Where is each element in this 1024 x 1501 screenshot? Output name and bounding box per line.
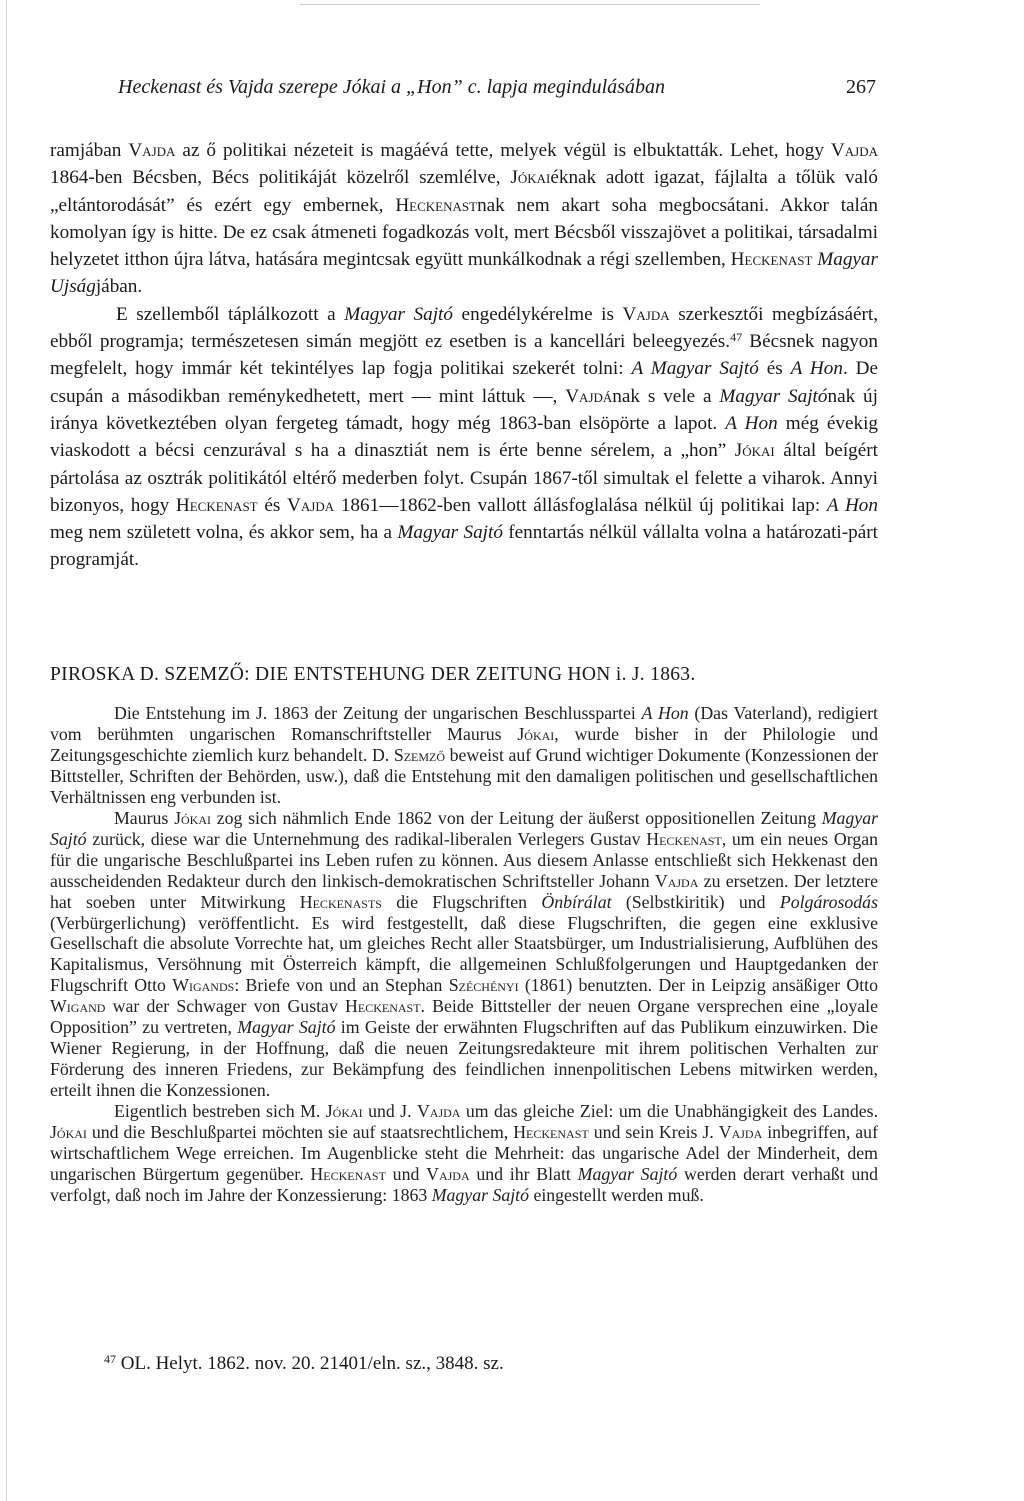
hungarian-paragraph-2: E szellemből táplálkozott a Magyar Sajtó engedélykérelme is Vajda szerkesztői megbízásáért, ebből programja; természetesen simán megjött ez esetben is a kancellári beleegyezés.$^{47}$ Bécsnek nagyon megfelelt, hogy immár két tekintélyes lap fogja politikai szekerét tolni: A Magyar Sajtó és A Hon. De csupán a másodikban reménykedhetett, mert — mint láttuk —, Vajdának s vele a Magyar Sajtónak új iránya következtében olyan fergeteg támadt, hogy még 1863-ban elsöpörte a lapot. A Hon még évekig viaskodott a bécsi cenzurával s ha a dinasztiát nem is érte benne sérelem, a „hon” Jókai által beígért pártolása az osztrák politikától eltérő mederben folyt. Csupán 1867-től simultak el felette a viharok. Annyi bizonyos, hogy Heckenast és Vajda 1861—1862-ben vallott állásfoglalása nélkül új politikai lap: A Hon meg nem született volna, és akkor sem, ha a Magyar Sajtó fenntartás nélkül vállalta volna a határozati-párt programját. — [50, 303, 879, 571]
name-wigand: Wigand — [50, 996, 106, 1017]
title-onbiralat: Önbírálat — [541, 891, 612, 912]
title-magyar-sajto: Magyar Sajtó — [577, 1163, 678, 1184]
title-polgarosodas: Polgárosodás — [779, 891, 878, 912]
title-magyar-sajto: Magyar Sajtó — [344, 303, 453, 325]
name-heckenast: Heckenast — [345, 996, 421, 1017]
title-hon: A Hon — [790, 358, 843, 380]
abstract-title: PIROSKA D. SZEMZŐ: DIE ENTSTEHUNG DER ZEITUNG HON i. J. 1863. — [50, 664, 696, 685]
name-wigand: Wigands — [172, 975, 235, 996]
name-vajda: Vajda — [622, 303, 670, 325]
title-magyar-ujsag: Magyar Ujság — [50, 249, 878, 298]
title-hon: A Hon — [725, 412, 778, 434]
name-vajda: Vajda — [128, 140, 176, 161]
name-szechenyi: Széchényi — [448, 975, 519, 996]
name-vajda: Vajda — [718, 1122, 763, 1143]
name-vajda: Vajda — [416, 1101, 461, 1122]
footnote-mark: 47 — [104, 1352, 116, 1366]
german-abstract — [50, 703, 878, 1206]
german-paragraph-2: Maurus Jókai zog sich nähmlich Ende 1862 von der Leitung der äußerst oppositionellen Zeitung Magyar Sajtó zurück, diese war die Unternehmung des radikal-liberalen Verlegers Gustav Heckenast, um ein neues Organ für die ungarische Beschlußpartei ins Leben rufen zu können. Aus diesem Anlasse entschließt sich Hekkenast den ausscheidenden Redakteur durch den linkisch-demokratischen Schriftsteller Johann Vajda zu ersetzen. Der letztere hat soeben unter Mitwirkung Heckenasts die Flugschriften Önbírálat (Selbstkiritik) und Polgárosodás (Verbürgerlichung) veröffentlicht. Es wird festgestellt, daß diese Flugschriften, die gegen eine exklusive Gesellschaft die absolute Vorrechte hat, um gleiches Recht aller Staatsbürger, um Industrialisierung, Aufblühen des Kapitalismus, Versöhnung mit Österreich kämpft, die allgemeinen Schlußfolgerungen und Hauptgedanken der Flugschrift Otto Wigands: Briefe von und an Stephan Széchényi (1861) benutzten. Der in Leipzig ansäßiger Otto Wigand war der Schwager von Gustav Heckenast. Beide Bittsteller der neuen Organe versprechen eine „loyale Opposition” zu vertreten, Magyar Sajtó im Geiste der erwähnten Flugschriften auf das Publikum einzuwirken. Die Wiener Regierung, in der Hoffnung, daß die neuen Zeitungsredakteure mit ihrem politischen Verhalten zur Förderung des inneren Friedens, zur Bekämpfung des feindlichen innenpolitischen Lebens mitwirken werden, erteilt ihnen die Konzessionen. — [50, 807, 879, 1101]
name-vajda: Vajda — [654, 870, 699, 891]
name-szemzo: Szemző — [393, 744, 446, 765]
name-jokai: Jókai — [50, 1122, 87, 1143]
name-jokai: Jókai — [734, 440, 775, 462]
name-heckenast: Heckenast — [310, 1163, 386, 1184]
page-number: 267 — [846, 76, 876, 98]
title-hon: A Hon — [641, 703, 689, 723]
title-hon: A Hon — [826, 494, 878, 516]
hungarian-text — [50, 137, 878, 574]
title-magyar-sajto: Magyar Sajtó — [50, 807, 878, 849]
name-jokai: Jókai — [325, 1101, 363, 1122]
name-heckenast: Heckenasts — [299, 891, 382, 912]
scan-top-rule — [300, 4, 760, 5]
title-magyar-sajto: Magyar Sajtó — [237, 1017, 336, 1038]
title-magyar-sajto: A Magyar Sajtó — [631, 358, 759, 380]
name-jokai: Jókai — [510, 167, 551, 189]
footnote-text: OL. Helyt. 1862. nov. 20. 21401/eln. sz., 3848. sz. — [116, 1353, 504, 1374]
footnote-47 — [104, 1352, 804, 1376]
name-jokai: Jókai — [174, 807, 211, 828]
running-header-title: Heckenast és Vajda szerepe Jókai a „Hon” c. lapja megindulásában — [118, 76, 665, 98]
name-vajda: Vajda — [287, 494, 335, 516]
name-jokai: Jókai — [517, 723, 555, 744]
title-magyar-sajto: Magyar Sajtó — [431, 1184, 529, 1205]
footnote-reference[interactable]: 47 — [730, 330, 743, 345]
name-heckenast: Heckenast — [730, 249, 813, 271]
name-heckenast: Heckenast — [646, 828, 722, 849]
german-paragraph-3: Eigentlich bestreben sich M. Jókai und J. Vajda um das gleiche Ziel: um die Unabhängigkeit des Landes. Jókai und die Beschlußpartei möchten sie auf staatsrechtlichem, Heckenast und sein Kreis J. Vajda inbegriffen, auf wirtschaftlichem Wege erreichen. Im Augenblicke steht die Mehrheit: das ungarische Adel der Minderheit, dem ungarischen Bürgertum gegenüber. Heckenast und Vajda und ihr Blatt Magyar Sajtó werden derart verhaßt und verfolgt, daß noch im Jahre der Konzessierung: 1863 Magyar Sajtó eingestellt werden muß. — [50, 1101, 879, 1205]
name-heckenast: Heckenast — [175, 494, 258, 516]
name-vajda: Vajda — [426, 1163, 470, 1184]
title-magyar-sajto: Magyar Sajtó — [397, 522, 503, 544]
name-heckenast: Heckenast — [513, 1122, 589, 1143]
name-heckenast: Heckenast — [395, 194, 478, 216]
title-magyar-sajto: Magyar Sajtó — [719, 385, 828, 407]
name-vajda: Vajdá — [565, 385, 613, 407]
running-header — [118, 74, 876, 100]
scan-left-edge — [6, 0, 7, 1501]
name-vajda: Vajda — [830, 140, 878, 161]
german-paragraph-1: Die Entstehung im J. 1863 der Zeitung der ungarischen Beschlusspartei A Hon (Das Vaterland), redigiert vom berühmten ungarischen Romanschriftsteller Maurus Jókai, wurde bisher in der Philologie und Zeitungsgeschichte ziemlich kurz behandelt. D. Szemző beweist auf Grund wichtiger Dokumente (Konzessionen der Bittsteller, Schriften der Behörden, usw.), daß die Entstehung mit den damaligen politischen und gesellschaftlichen Verhältnissen eng verbunden ist. — [50, 703, 878, 807]
hungarian-paragraph-1: ramjában Vajda az ő politikai nézeteit is magáévá tette, melyek végül is elbuktatták. Lehet, hogy Vajda 1864-ben Bécsben, Bécs politikáját közelről szemlélve, Jókaiéknak adott igazat, fájlalta a tőlük való „eltántorodását” és ezért egy embernek, Heckenastnak nem akart soha megbocsátani. Akkor talán komolyan így is hitte. De ez csak átmeneti fogadkozás volt, mert Bécsből visszajövet a politikai, társadalmi helyzetet itthon újra látva, hatására megintcsak együtt munkálkodnak a régi szellemben, Heckenast Magyar Ujságjában. — [50, 140, 878, 298]
